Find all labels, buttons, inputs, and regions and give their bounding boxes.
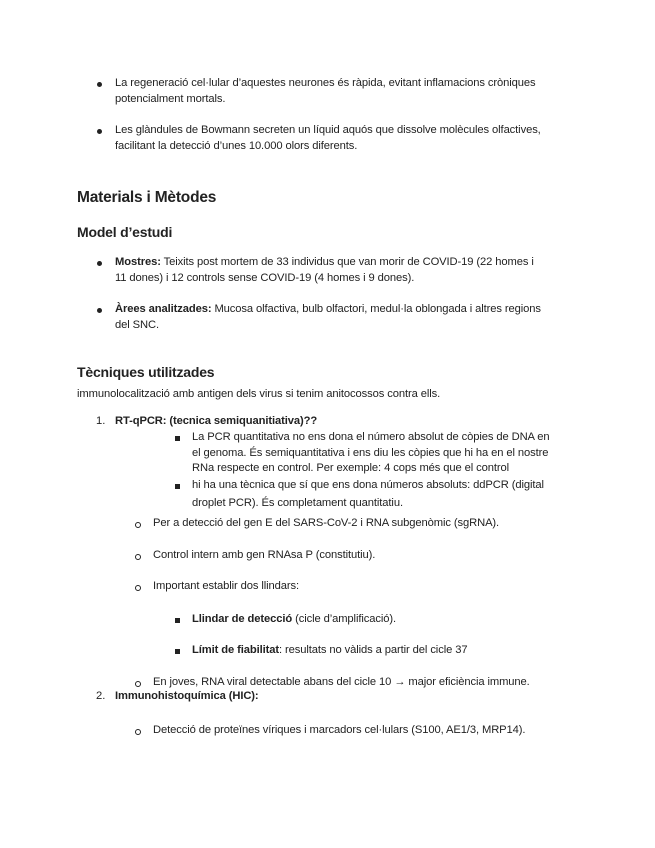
model-bullet-2-label: Àrees analitzades: — [115, 303, 212, 315]
model-bullet-1-text: Teixits post mortem de 33 individus que van morir de COVID-19 (22 homes i — [160, 256, 534, 268]
square-bullet-2-line-2: droplet PCR). És completament quantitatiu. — [192, 497, 403, 509]
technique-1-item-4: En joves, RNA viral detectable abans del cicle 10 → major eficiència immune. — [153, 676, 530, 688]
threshold-2 — [192, 643, 467, 658]
square-bullet-1-line-3: RNa respecte en control. Per exemple: 4 cops més que el control — [192, 462, 510, 474]
bullet-icon — [97, 261, 102, 266]
technique-1-item-3: Important establir dos llindars: — [153, 580, 300, 592]
heading-model: Model d’estudi — [77, 224, 173, 240]
technique-2-item-1: Detecció de proteïnes víriques i marcadors cel·lulars (S100, AE1/3, MRP14). — [153, 724, 526, 736]
technique-2-title-text: Immunohistoquímica (HIC): — [115, 690, 259, 702]
threshold-2-text: : resultats no vàlids a partir del cicle 37 — [278, 644, 468, 656]
technique-1-item-1: Per a detecció del gen E del SARS-CoV-2 i RNA subgenòmic (sgRNA). — [153, 517, 500, 529]
bullet-icon — [97, 308, 102, 313]
techniques-intro: immunolocalització amb antigen dels virus si tenim anitocossos contra ells. — [77, 388, 441, 400]
heading-materials: Materials i Mètodes — [77, 189, 217, 206]
model-bullet-2-text: Mucosa olfactiva, bulb olfactori, medul·la oblongada i altres regions — [211, 303, 541, 315]
model-bullet-2-line-2: del SNC. — [115, 319, 159, 331]
threshold-1 — [192, 612, 396, 627]
technique-2-title — [115, 689, 259, 704]
model-bullet-1-line-2: 11 dones) i 12 controls sense COVID-19 (4 homes i 9 dones). — [115, 272, 415, 284]
square-bullet-1-line-2: el genoma. És semiquantitativa i ens diu les còpies que hi ha en el nostre — [192, 447, 549, 459]
circle-bullet-icon — [135, 681, 141, 687]
intro-bullet-2-line-2: facilitant la detecció d’unes 10.000 olors diferents. — [115, 140, 358, 152]
model-bullet-2-line-1 — [115, 302, 541, 317]
threshold-2-label: Límit de fiabilitat — [192, 644, 279, 656]
square-bullet-icon — [175, 618, 180, 623]
model-bullet-1-line-1 — [115, 255, 534, 270]
circle-bullet-icon — [135, 522, 141, 528]
circle-bullet-icon — [135, 729, 141, 735]
bullet-icon — [97, 129, 102, 134]
technique-1-title-text: RT-qPCR: (tecnica semiquanitiativa)?? — [115, 415, 318, 427]
threshold-1-label: Llindar de detecció — [192, 613, 293, 625]
intro-bullet-1-line-1: La regeneració cel·lular d’aquestes neurones és ràpida, evitant inflamacions cròniques — [115, 77, 536, 89]
intro-bullet-2-line-1: Les glàndules de Bowmann secreten un líquid aquós que dissolve molècules olfactives, — [115, 124, 541, 136]
intro-bullet-1-line-2: potencialment mortals. — [115, 93, 226, 105]
threshold-1-text: (cicle d’amplificació). — [292, 613, 396, 625]
bullet-icon — [97, 82, 102, 87]
square-bullet-2-line-1: hi ha una tècnica que sí que ens dona números absoluts: ddPCR (digital — [192, 479, 544, 491]
circle-bullet-icon — [135, 554, 141, 560]
circle-bullet-icon — [135, 585, 141, 591]
technique-1-title — [115, 414, 317, 429]
square-bullet-icon — [175, 649, 180, 654]
list-number-1: 1. — [96, 415, 106, 427]
square-bullet-icon — [175, 436, 180, 441]
model-bullet-1-label: Mostres: — [115, 256, 161, 268]
heading-techniques: Tècniques utilitzades — [77, 364, 215, 380]
square-bullet-icon — [175, 484, 180, 489]
technique-1-item-2: Control intern amb gen RNAsa P (constitutiu). — [153, 549, 376, 561]
square-bullet-1-line-1: La PCR quantitativa no ens dona el número absolut de còpies de DNA en — [192, 431, 550, 443]
list-number-2: 2. — [96, 690, 106, 702]
